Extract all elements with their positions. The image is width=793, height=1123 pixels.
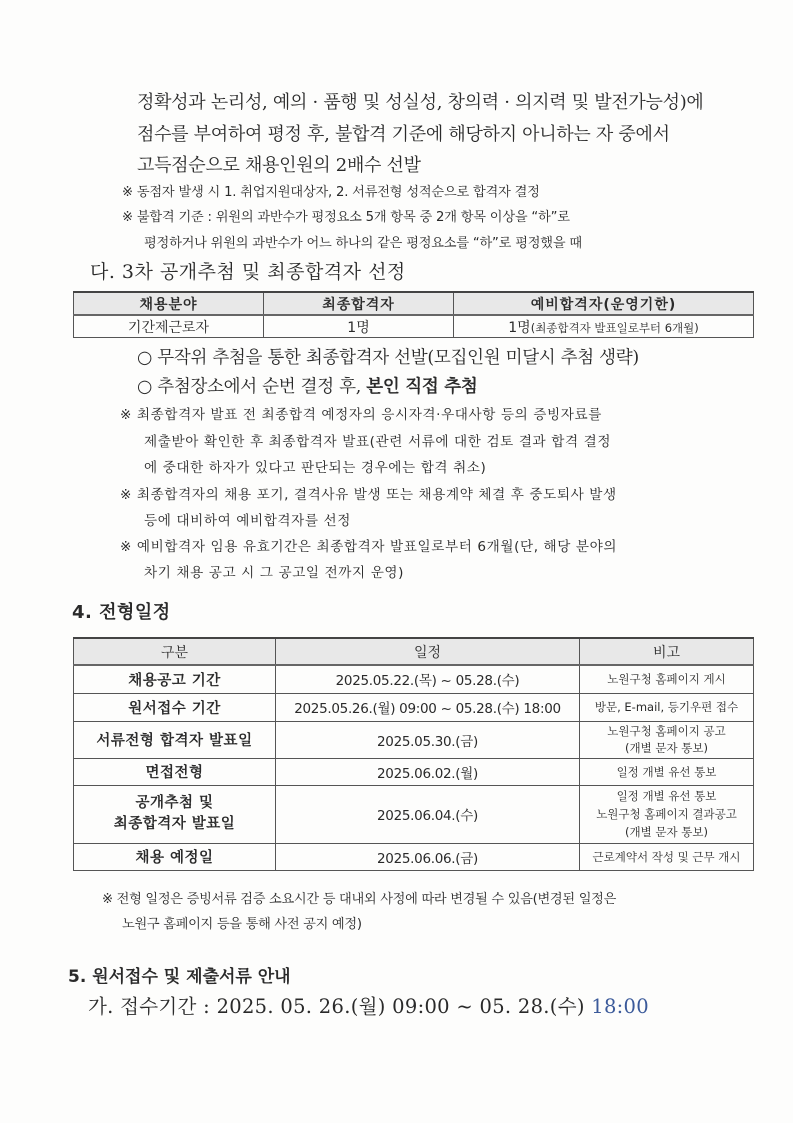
cell-remark: 노원구청 홈페이지 공고 (개별 문자 통보) bbox=[580, 721, 754, 758]
note-mark: ※ bbox=[120, 539, 132, 555]
cell-remark: 근로계약서 작성 및 근무 개시 bbox=[580, 843, 754, 870]
paragraph-line: 점수를 부여하여 평정 후, 불합격 기준에 해당하지 아니하는 자 중에서 bbox=[137, 124, 670, 145]
cell-stage: 공개추첨 및 최종합격자 발표일 bbox=[74, 785, 276, 843]
table-header-row bbox=[74, 292, 754, 315]
table-row bbox=[74, 758, 754, 785]
cell-remark: 일정 개별 유선 통보 bbox=[580, 758, 754, 785]
note-verification-cont: 제출받아 확인한 후 최종합격자 발표(관련 서류에 대한 검토 결과 합격 결정 bbox=[144, 434, 612, 450]
note-mark: ※ bbox=[102, 892, 113, 907]
cell-date: 2025.05.22.(목) ~ 05.28.(수) bbox=[276, 665, 580, 693]
cell-stage: 면접전형 bbox=[74, 758, 276, 785]
application-deadline-time: 18:00 bbox=[591, 995, 649, 1018]
cell-stage: 채용 예정일 bbox=[74, 843, 276, 870]
cell-remark: 노원구청 홈페이지 게시 bbox=[580, 665, 754, 693]
application-period bbox=[88, 991, 649, 1019]
schedule-table bbox=[73, 637, 754, 871]
note-mark: ※ bbox=[122, 185, 133, 200]
col-header: 예비합격자(운영기한) bbox=[454, 292, 754, 315]
col-header: 채용분야 bbox=[74, 292, 264, 315]
table-row bbox=[74, 315, 754, 338]
cell-date: 2025.06.02.(월) bbox=[276, 758, 580, 785]
col-header: 비고 bbox=[580, 638, 754, 665]
selection-table bbox=[73, 291, 754, 338]
cell-field: 기간제근로자 bbox=[74, 315, 264, 338]
paragraph-line: 정확성과 논리성, 예의 · 품행 및 성실성, 창의력 · 의지력 및 발전가능성)에 bbox=[137, 92, 704, 113]
cell-reserve: 1명(최종합격자 발표일로부터 6개월) bbox=[454, 315, 754, 338]
application-period-value: 2025. 05. 26.(월) 09:00 ~ 05. 28.(수) bbox=[216, 995, 592, 1018]
cell-date: 2025.06.06.(금) bbox=[276, 843, 580, 870]
table-row bbox=[74, 665, 754, 693]
cell-remark: 방문, E-mail, 등기우편 접수 bbox=[580, 693, 754, 721]
note-fail-criteria: ※ 불합격 기준 : 위원의 과반수가 평정요소 5개 항목 중 2개 항목 이상을 “하”로 bbox=[122, 210, 570, 225]
note-reserve-purpose-cont: 등에 대비하여 예비합격자를 선정 bbox=[144, 513, 352, 529]
circle-bullet-icon: ○ bbox=[137, 377, 152, 397]
table-row bbox=[74, 785, 754, 843]
note-tie-rule: ※ 동점자 발생 시 1. 취업지원대상자, 2. 서류전형 성적순으로 합격자 결정 bbox=[122, 185, 540, 200]
cell-final: 1명 bbox=[264, 315, 454, 338]
cell-date: 2025.05.26.(월) 09:00 ~ 05.28.(수) 18:00 bbox=[276, 693, 580, 721]
note-schedule-change: ※ 전형 일정은 증빙서류 검증 소요시간 등 대내외 사정에 따라 변경될 수 있음(변경된 일정은 bbox=[102, 892, 617, 907]
note-fail-criteria-cont: 평정하거나 위원의 과반수가 어느 하나의 같은 평정요소를 “하”로 평정했을 때 bbox=[144, 236, 582, 251]
note-verification-cont: 에 중대한 하자가 있다고 판단되는 경우에는 합격 취소) bbox=[144, 460, 487, 476]
col-header: 최종합격자 bbox=[264, 292, 454, 315]
table-row bbox=[74, 843, 754, 870]
note-schedule-change-cont: 노원구 홈페이지 등을 통해 사전 공지 예정) bbox=[122, 917, 362, 932]
bullet-draw-order: ○ 추첨장소에서 순번 결정 후, 본인 직접 추첨 bbox=[137, 377, 478, 397]
cell-remark: 일정 개별 유선 통보 노원구청 홈페이지 결과공고 (개별 문자 통보) bbox=[580, 785, 754, 843]
bullet-random-draw: ○ 무작위 추첨을 통한 최종합격자 선발(모집인원 미달시 추첨 생략) bbox=[137, 348, 639, 368]
note-verification: ※ 최종합격자 발표 전 최종합격 예정자의 응시자격·우대사항 등의 증빙자료를 bbox=[120, 407, 602, 423]
paragraph-line: 고득점순으로 채용인원의 2배수 선발 bbox=[137, 155, 421, 176]
emphasis-text: 본인 직접 추첨 bbox=[366, 377, 478, 397]
section-heading-4: 4. 전형일정 bbox=[72, 602, 171, 623]
section-heading-5: 5. 원서접수 및 제출서류 안내 bbox=[68, 967, 291, 987]
note-mark: ※ bbox=[120, 407, 132, 423]
cell-stage: 채용공고 기간 bbox=[74, 665, 276, 693]
note-reserve-purpose: ※ 최종합격자의 채용 포기, 결격사유 발생 또는 채용계약 체결 후 중도퇴사 발생 bbox=[120, 487, 617, 503]
cell-stage: 서류전형 합격자 발표일 bbox=[74, 721, 276, 758]
note-mark: ※ bbox=[122, 210, 133, 225]
note-reserve-validity-cont: 차기 채용 공고 시 그 공고일 전까지 운영) bbox=[144, 565, 405, 581]
col-header: 일정 bbox=[276, 638, 580, 665]
section-heading-da: 다. 3차 공개추첨 및 최종합격자 선정 bbox=[90, 261, 406, 283]
table-header-row bbox=[74, 638, 754, 665]
note-mark: ※ bbox=[120, 487, 132, 503]
table-row bbox=[74, 693, 754, 721]
circle-bullet-icon: ○ bbox=[137, 348, 152, 368]
application-period-label: 가. 접수기간 : bbox=[88, 995, 217, 1018]
note-reserve-validity: ※ 예비합격자 임용 유효기간은 최종합격자 발표일로부터 6개월(단, 해당 분야의 bbox=[120, 539, 618, 555]
cell-date: 2025.05.30.(금) bbox=[276, 721, 580, 758]
cell-date: 2025.06.04.(수) bbox=[276, 785, 580, 843]
col-header: 구분 bbox=[74, 638, 276, 665]
table-row bbox=[74, 721, 754, 758]
cell-stage: 원서접수 기간 bbox=[74, 693, 276, 721]
